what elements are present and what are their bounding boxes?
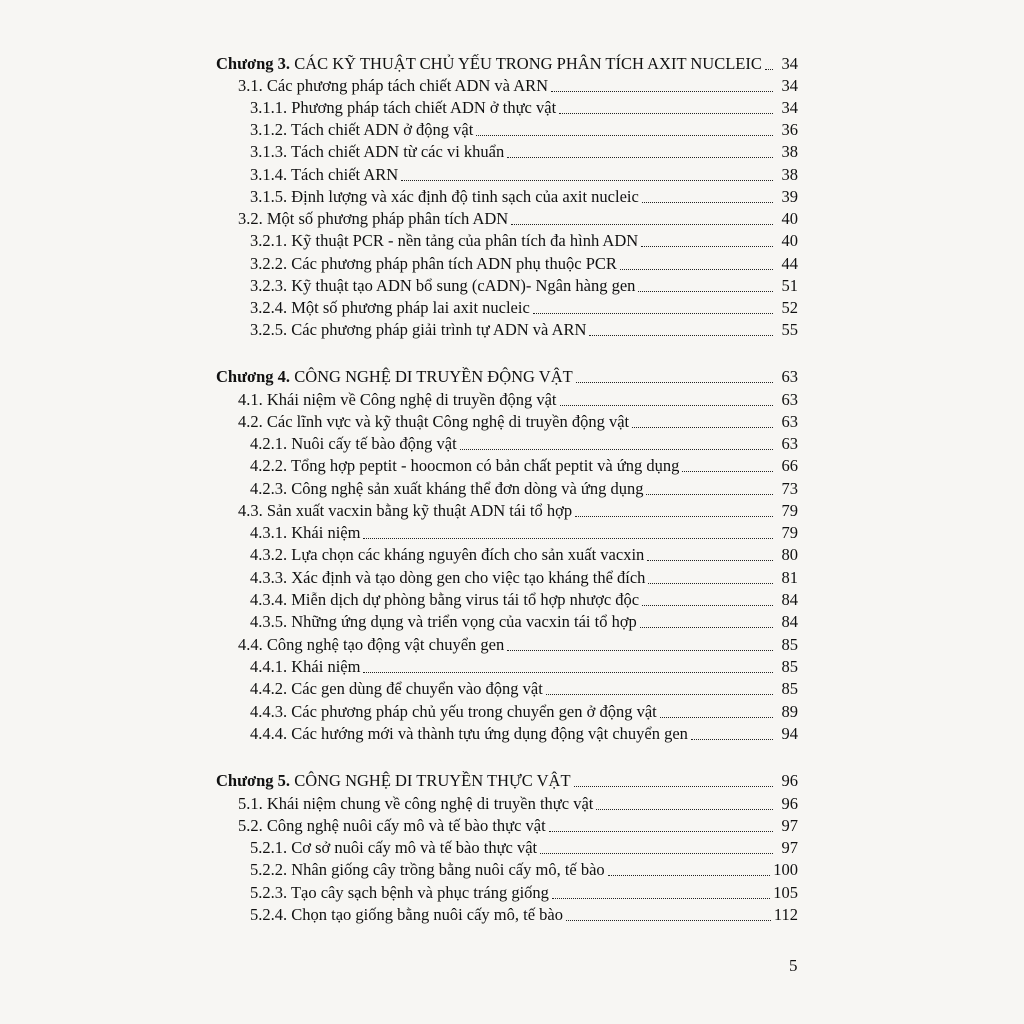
toc-entry <box>250 655 798 677</box>
toc-entry-title: 4.3.5. Những ứng dụng và triển vọng của vacxin tái tổ hợp <box>250 612 637 631</box>
dot-leader <box>507 156 773 158</box>
toc-entry-title <box>216 771 571 791</box>
toc-entry <box>238 792 798 814</box>
toc-entry <box>250 543 798 565</box>
toc-entry <box>250 700 798 722</box>
toc-entry-title: 4.4.1. Khái niệm <box>250 657 361 676</box>
toc-page-number: 40 <box>781 209 798 228</box>
toc-entry-title: 3.2.3. Kỹ thuật tạo ADN bổ sung (cADN)- Ngân hàng gen <box>250 276 636 295</box>
toc-entry <box>250 903 798 925</box>
toc-page-number: 96 <box>781 794 798 813</box>
toc-page-number: 44 <box>781 254 798 273</box>
toc-entry <box>238 410 798 432</box>
toc-entry-title: 4.1. Khái niệm về Công nghệ di truyền động vật <box>238 390 557 409</box>
toc-entry <box>250 858 798 880</box>
toc-page-number: 81 <box>781 568 798 587</box>
chapter-label: Chương 4. <box>216 367 291 386</box>
toc-entry-title: 5.2.2. Nhân giống cây trồng bằng nuôi cấy mô, tế bào <box>250 860 605 879</box>
toc-entry <box>250 722 798 744</box>
toc-page-number: 63 <box>781 412 798 431</box>
toc-entry-title: 5.2.4. Chọn tạo giống bằng nuôi cấy mô, tế bào <box>250 905 563 924</box>
toc-entry <box>250 521 798 543</box>
dot-leader <box>632 426 773 428</box>
dot-leader <box>546 693 773 695</box>
page-number: 5 <box>789 956 798 975</box>
toc-page-number: 63 <box>781 367 798 386</box>
toc-entry <box>250 881 798 903</box>
toc-entry <box>250 454 798 476</box>
toc-entry-title: 3.1.3. Tách chiết ADN từ các vi khuẩn <box>250 142 505 161</box>
toc-entry <box>250 610 798 632</box>
toc-chapter-entry <box>216 365 798 387</box>
dot-leader <box>642 201 773 203</box>
toc-page-number: 73 <box>781 479 798 498</box>
chapter-label: Chương 5. <box>216 771 291 790</box>
toc-page-number: 112 <box>773 905 798 924</box>
dot-leader <box>460 448 773 450</box>
toc-page-number: 85 <box>781 635 798 654</box>
toc-page-number: 63 <box>781 434 798 453</box>
toc-page-number: 105 <box>773 883 798 902</box>
toc-entry-title: 4.3. Sản xuất vacxin bằng kỹ thuật ADN tái tổ hợp <box>238 501 573 520</box>
chapter-title: CÔNG NGHỆ DI TRUYỀN THỰC VẬT <box>294 771 571 790</box>
toc-page-number: 89 <box>781 702 798 721</box>
toc-entry <box>250 252 798 274</box>
toc-entry-title: 3.1.4. Tách chiết ARN <box>250 165 399 184</box>
toc-entry <box>250 140 798 162</box>
dot-leader <box>540 852 773 854</box>
toc-entry-title: 4.2.3. Công nghệ sản xuất kháng thể đơn dòng và ứng dụng <box>250 479 644 498</box>
toc-entry <box>238 814 798 836</box>
dot-leader <box>559 112 773 114</box>
toc-chapter-entry <box>216 769 798 791</box>
dot-leader <box>363 537 773 539</box>
dot-leader <box>507 649 773 651</box>
dot-leader <box>533 312 773 314</box>
toc-entry-title: 3.2.5. Các phương pháp giải trình tự ADN và ARN <box>250 320 587 339</box>
toc-page-number: 52 <box>781 298 798 317</box>
toc-entry <box>250 836 798 858</box>
toc-page-number: 85 <box>781 657 798 676</box>
dot-leader <box>401 179 773 181</box>
toc-entry <box>250 677 798 699</box>
dot-leader <box>574 785 773 787</box>
toc-page-number: 34 <box>781 76 798 95</box>
toc-entry-title: 3.1. Các phương pháp tách chiết ADN và ARN <box>238 76 549 95</box>
toc-page-number: 84 <box>781 590 798 609</box>
toc-entry <box>250 318 798 340</box>
toc-entry-title: 5.1. Khái niệm chung về công nghệ di truyền thực vật <box>238 794 594 813</box>
toc-entry-title: 3.2. Một số phương pháp phân tích ADN <box>238 209 509 228</box>
toc-entry-title: 3.1.1. Phương pháp tách chiết ADN ở thực vật <box>250 98 557 117</box>
toc-page-number: 38 <box>781 165 798 184</box>
toc-page-number: 63 <box>781 390 798 409</box>
toc-entry <box>238 74 798 96</box>
dot-leader <box>660 716 773 718</box>
toc-entry-title: 3.1.5. Định lượng và xác định độ tinh sạch của axit nucleic <box>250 187 639 206</box>
toc-entry <box>238 499 798 521</box>
dot-leader <box>640 626 773 628</box>
toc-entry-title: 4.4. Công nghệ tạo động vật chuyển gen <box>238 635 505 654</box>
dot-leader <box>682 470 773 472</box>
toc-page-number: 96 <box>781 771 798 790</box>
toc-entry <box>250 185 798 207</box>
toc-page-number: 80 <box>781 545 798 564</box>
toc-entry <box>250 274 798 296</box>
dot-leader <box>575 515 773 517</box>
dot-leader <box>648 582 773 584</box>
toc-entry-title: 4.3.1. Khái niệm <box>250 523 361 542</box>
dot-leader <box>765 68 773 70</box>
toc-entry <box>250 588 798 610</box>
toc-page-number: 34 <box>781 54 798 73</box>
toc-chapter-entry <box>216 52 798 74</box>
chapter-title: CÔNG NGHỆ DI TRUYỀN ĐỘNG VẬT <box>294 367 573 386</box>
toc-entry <box>250 477 798 499</box>
toc-page-number: 97 <box>781 838 798 857</box>
toc-entry-title: 3.2.4. Một số phương pháp lai axit nucleic <box>250 298 530 317</box>
toc-entry-title: 5.2.1. Cơ sở nuôi cấy mô và tế bào thực vật <box>250 838 538 857</box>
toc-page-number: 39 <box>781 187 798 206</box>
toc-page-number: 38 <box>781 142 798 161</box>
toc-entry <box>250 229 798 251</box>
dot-leader <box>608 874 771 876</box>
toc-page-number: 51 <box>781 276 798 295</box>
dot-leader <box>551 90 773 92</box>
toc-entry-title: 3.1.2. Tách chiết ADN ở động vật <box>250 120 474 139</box>
toc-page-number: 79 <box>781 501 798 520</box>
toc-entry-title: 5.2. Công nghệ nuôi cấy mô và tế bào thực vật <box>238 816 546 835</box>
dot-leader <box>552 897 770 899</box>
dot-leader <box>638 290 773 292</box>
chapter-title: CÁC KỸ THUẬT CHỦ YẾU TRONG PHÂN TÍCH AXIT NUCLEIC <box>294 54 762 73</box>
toc-entry-title: 3.2.1. Kỹ thuật PCR - nền tảng của phân tích đa hình ADN <box>250 231 639 250</box>
toc-entry <box>238 633 798 655</box>
chapter-label: Chương 3. <box>216 54 291 73</box>
toc-page-number: 100 <box>773 860 798 879</box>
toc-entry <box>250 118 798 140</box>
dot-leader <box>363 671 773 673</box>
dot-leader <box>647 559 773 561</box>
dot-leader <box>560 404 774 406</box>
toc-page-number: 34 <box>781 98 798 117</box>
toc-entry-title: 4.3.4. Miễn dịch dự phòng bằng virus tái tổ hợp nhược độc <box>250 590 640 609</box>
toc-entry-title: 4.3.2. Lựa chọn các kháng nguyên đích cho sản xuất vacxin <box>250 545 645 564</box>
toc-entry-title: 4.2. Các lĩnh vực và kỹ thuật Công nghệ di truyền động vật <box>238 412 630 431</box>
toc-entry <box>250 96 798 118</box>
toc-entry-title: 5.2.3. Tạo cây sạch bệnh và phục tráng giống <box>250 883 549 902</box>
toc-page-number: 40 <box>781 231 798 250</box>
toc-page-number: 79 <box>781 523 798 542</box>
dot-leader <box>476 134 773 136</box>
toc-page-number: 66 <box>781 456 798 475</box>
toc-page-number: 55 <box>781 320 798 339</box>
toc-entry-title: 4.3.3. Xác định và tạo dòng gen cho việc tạo kháng thể đích <box>250 568 646 587</box>
toc-entry <box>250 566 798 588</box>
dot-leader <box>549 830 773 832</box>
toc-entry-title: 4.2.2. Tổng hợp peptit - hoocmon có bản chất peptit và ứng dụng <box>250 456 680 475</box>
dot-leader <box>589 334 773 336</box>
dot-leader <box>641 245 773 247</box>
toc-entry <box>238 207 798 229</box>
toc-page-number: 94 <box>781 724 798 743</box>
toc-page-number: 36 <box>781 120 798 139</box>
dot-leader <box>642 604 773 606</box>
dot-leader <box>691 738 773 740</box>
toc-page-number: 85 <box>781 679 798 698</box>
dot-leader <box>566 919 771 921</box>
toc-page-number: 97 <box>781 816 798 835</box>
dot-leader <box>576 381 773 383</box>
toc-entry-title: 4.4.3. Các phương pháp chủ yếu trong chuyển gen ở động vật <box>250 702 657 721</box>
toc-entry-title <box>216 54 762 74</box>
toc-entry <box>250 296 798 318</box>
dot-leader <box>596 808 773 810</box>
toc-entry <box>238 388 798 410</box>
toc-entry <box>250 163 798 185</box>
dot-leader <box>620 268 773 270</box>
toc-entry-title: 4.2.1. Nuôi cấy tế bào động vật <box>250 434 457 453</box>
toc-entry-title <box>216 367 573 387</box>
dot-leader <box>646 493 773 495</box>
dot-leader <box>511 223 773 225</box>
toc-entry-title: 3.2.2. Các phương pháp phân tích ADN phụ thuộc PCR <box>250 254 617 273</box>
toc-entry <box>250 432 798 454</box>
toc-page-number: 84 <box>781 612 798 631</box>
toc-entry-title: 4.4.4. Các hướng mới và thành tựu ứng dụng động vật chuyển gen <box>250 724 688 743</box>
toc-entry-title: 4.4.2. Các gen dùng để chuyển vào động vật <box>250 679 543 698</box>
